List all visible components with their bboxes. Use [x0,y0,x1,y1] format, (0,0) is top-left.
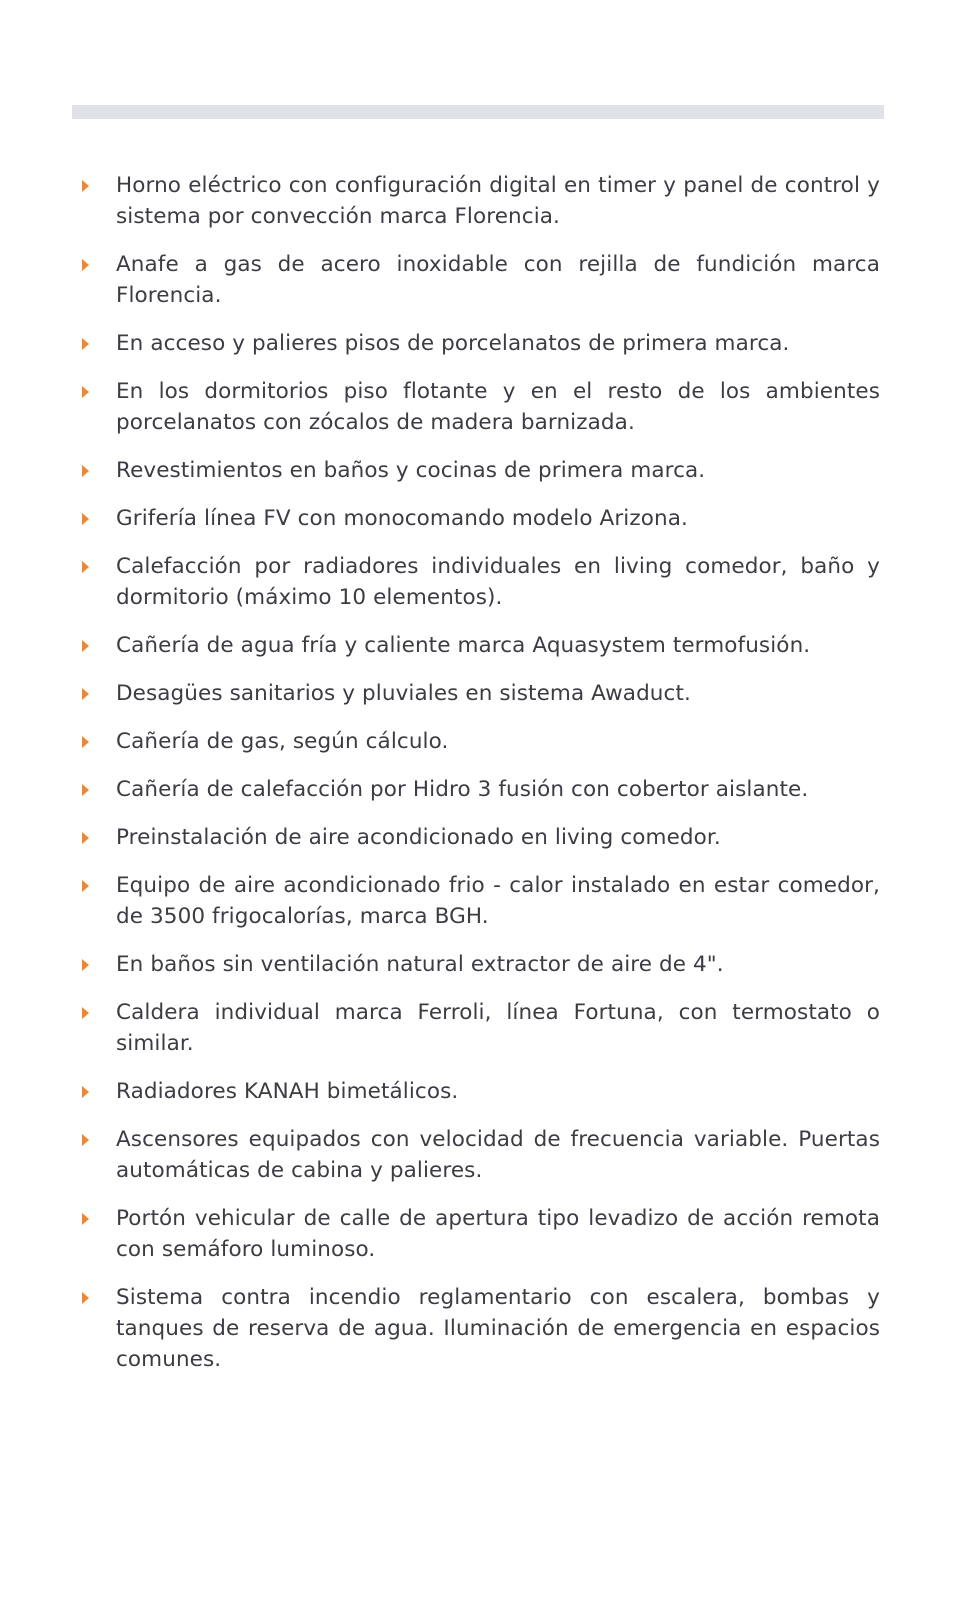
list-item [80,1282,880,1375]
triangle-right-icon [82,561,89,573]
triangle-right-icon [82,1007,89,1019]
item-text: Cañería de gas, según cálculo. [116,729,449,754]
triangle-right-icon [82,338,89,350]
triangle-right-icon [82,1086,89,1098]
list-item [80,1076,880,1107]
triangle-right-icon [82,959,89,971]
triangle-right-icon [82,832,89,844]
list-item [80,870,880,932]
item-text: Sistema contra incendio reglamentario con escalera, bombas y tanques de reserva de agua. Iluminación de emergencia en espacios comunes. [116,1285,880,1372]
triangle-right-icon [82,1213,89,1225]
triangle-right-icon [82,259,89,271]
triangle-right-icon [82,1134,89,1146]
item-text: Portón vehicular de calle de apertura tipo levadizo de acción remota con semáforo luminoso. [116,1206,880,1262]
list-item [80,1124,880,1186]
item-text: Equipo de aire acondicionado frio - calor instalado en estar comedor, de 3500 frigocalorías, marca BGH. [116,873,880,929]
item-text: Ascensores equipados con velocidad de frecuencia variable. Puertas automáticas de cabina y palieres. [116,1127,880,1183]
item-text: Caldera individual marca Ferroli, línea Fortuna, con termostato o similar. [116,1000,880,1056]
item-text: Preinstalación de aire acondicionado en living comedor. [116,825,721,850]
item-text: En baños sin ventilación natural extractor de aire de 4". [116,952,724,977]
list-item [80,997,880,1059]
list-item [80,678,880,709]
specifications-list [80,170,880,1392]
list-item [80,376,880,438]
item-text: Anafe a gas de acero inoxidable con rejilla de fundición marca Florencia. [116,252,880,308]
triangle-right-icon [82,880,89,892]
list-item [80,328,880,359]
triangle-right-icon [82,784,89,796]
list-item [80,774,880,805]
list-item [80,630,880,661]
list-item [80,551,880,613]
triangle-right-icon [82,640,89,652]
item-text: Calefacción por radiadores individuales en living comedor, baño y dormitorio (máximo 10 elementos). [116,554,880,610]
item-text: Radiadores KANAH bimetálicos. [116,1079,459,1104]
header-divider-bar [72,105,884,119]
list-item [80,1203,880,1265]
item-text: En acceso y palieres pisos de porcelanatos de primera marca. [116,331,790,356]
item-text: Desagües sanitarios y pluviales en sistema Awaduct. [116,681,691,706]
triangle-right-icon [82,736,89,748]
triangle-right-icon [82,180,89,192]
list-item [80,455,880,486]
item-text: Horno eléctrico con configuración digital en timer y panel de control y sistema por convección marca Florencia. [116,173,880,229]
list-item [80,822,880,853]
item-text: En los dormitorios piso flotante y en el resto de los ambientes porcelanatos con zócalos de madera barnizada. [116,379,880,435]
list-item [80,249,880,311]
list-item [80,170,880,232]
list-item [80,726,880,757]
item-text: Cañería de calefacción por Hidro 3 fusión con cobertor aislante. [116,777,809,802]
triangle-right-icon [82,688,89,700]
triangle-right-icon [82,386,89,398]
triangle-right-icon [82,1292,89,1304]
triangle-right-icon [82,513,89,525]
item-text: Grifería línea FV con monocomando modelo Arizona. [116,506,688,531]
list-item [80,949,880,980]
list-item [80,503,880,534]
item-text: Cañería de agua fría y caliente marca Aquasystem termofusión. [116,633,811,658]
triangle-right-icon [82,465,89,477]
item-text: Revestimientos en baños y cocinas de primera marca. [116,458,706,483]
